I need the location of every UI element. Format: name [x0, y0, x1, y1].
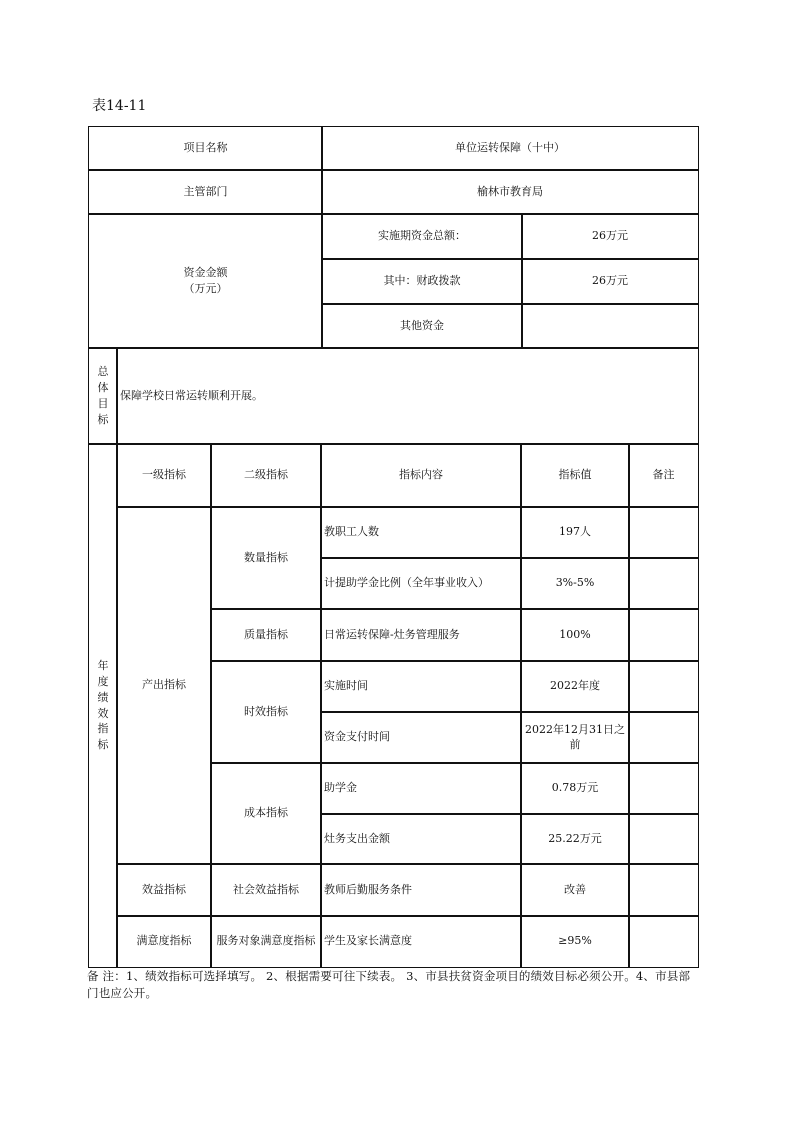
item-content: 教师后勤服务条件 [320, 863, 522, 917]
cost-indicators: 成本指标 [210, 762, 322, 865]
header-remark: 备注 [628, 443, 699, 508]
project-name-label: 项目名称 [88, 126, 323, 171]
project-name-value: 单位运转保障（十中） [321, 126, 699, 171]
quantity-indicators: 数量指标 [210, 506, 322, 610]
department-value: 榆林市教育局 [321, 169, 699, 215]
funds-unit: （万元） [183, 282, 228, 295]
overall-goal-char: 标 [97, 412, 109, 426]
annual-label-char: 年 [97, 658, 109, 672]
overall-goal-text: 保障学校日常运转顺利开展。 [116, 347, 699, 445]
item-value: 100% [520, 608, 630, 662]
item-remark [628, 506, 699, 559]
annual-label-char: 标 [97, 738, 109, 752]
item-value: ≥95% [520, 915, 630, 968]
funds-other-value [521, 303, 699, 349]
item-content: 实施时间 [320, 660, 522, 713]
item-value: 3%-5% [520, 557, 630, 610]
table-label: 表14-11 [92, 98, 147, 114]
benefit-indicators: 效益指标 [116, 863, 212, 917]
overall-goal-label [88, 347, 118, 445]
item-content: 学生及家长满意度 [320, 915, 522, 968]
item-content: 资金支付时间 [320, 711, 522, 764]
item-value: 25.22万元 [520, 813, 630, 865]
annual-label-char: 效 [97, 706, 109, 720]
item-value: 改善 [520, 863, 630, 917]
service-satisfaction-indicators: 服务对象满意度指标 [210, 915, 322, 968]
item-remark [628, 762, 699, 815]
timeliness-indicators: 时效指标 [210, 660, 322, 764]
header-level1: 一级指标 [116, 443, 212, 508]
item-remark [628, 711, 699, 764]
annual-label-char: 度 [97, 674, 109, 688]
item-remark [628, 660, 699, 713]
output-indicators: 产出指标 [116, 506, 212, 865]
overall-goal-char: 目 [97, 397, 109, 410]
item-value: 197人 [520, 506, 630, 559]
annual-indicators-label [88, 443, 118, 968]
item-value: 2022年度 [520, 660, 630, 713]
item-remark [628, 813, 699, 865]
item-value: 2022年12月31日之前 [520, 711, 630, 764]
item-remark [628, 915, 699, 968]
item-content: 教职工人数 [320, 506, 522, 559]
item-content: 助学金 [320, 762, 522, 815]
item-remark [628, 863, 699, 917]
funds-label: 资金金额 [183, 266, 228, 280]
item-remark [628, 608, 699, 662]
social-benefit-indicators: 社会效益指标 [210, 863, 322, 917]
footnote: 备 注：1、绩效指标可选择填写。 2、根据需要可往下续表。 3、市县扶贫资金项目的绩效目标必须公开。4、市县部门也应公开。 [87, 969, 691, 1000]
item-content: 日常运转保障-灶务管理服务 [320, 608, 522, 662]
annual-label-char: 绩 [97, 690, 109, 704]
funds-fiscal-label: 其中：财政拨款 [321, 258, 523, 305]
overall-goal-char: 体 [97, 381, 109, 395]
header-content: 指标内容 [320, 443, 522, 508]
header-value: 指标值 [520, 443, 630, 508]
overall-goal-char: 总 [97, 365, 109, 379]
satisfaction-indicators: 满意度指标 [116, 915, 212, 968]
item-content: 灶务支出金额 [320, 813, 522, 865]
annual-label-char: 指 [97, 722, 109, 736]
item-value: 0.78万元 [520, 762, 630, 815]
department-label: 主管部门 [88, 169, 323, 215]
quality-indicators: 质量指标 [210, 608, 322, 662]
item-content: 计提助学金比例（全年事业收入） [320, 557, 522, 610]
item-remark [628, 557, 699, 610]
funds-total-value: 26万元 [521, 213, 699, 260]
funds-total-label: 实施期资金总额： [321, 213, 523, 260]
funds-fiscal-value: 26万元 [521, 258, 699, 305]
funds-other-label: 其他资金 [321, 303, 523, 349]
header-level2: 二级指标 [210, 443, 322, 508]
funds-label-cell [88, 213, 323, 349]
